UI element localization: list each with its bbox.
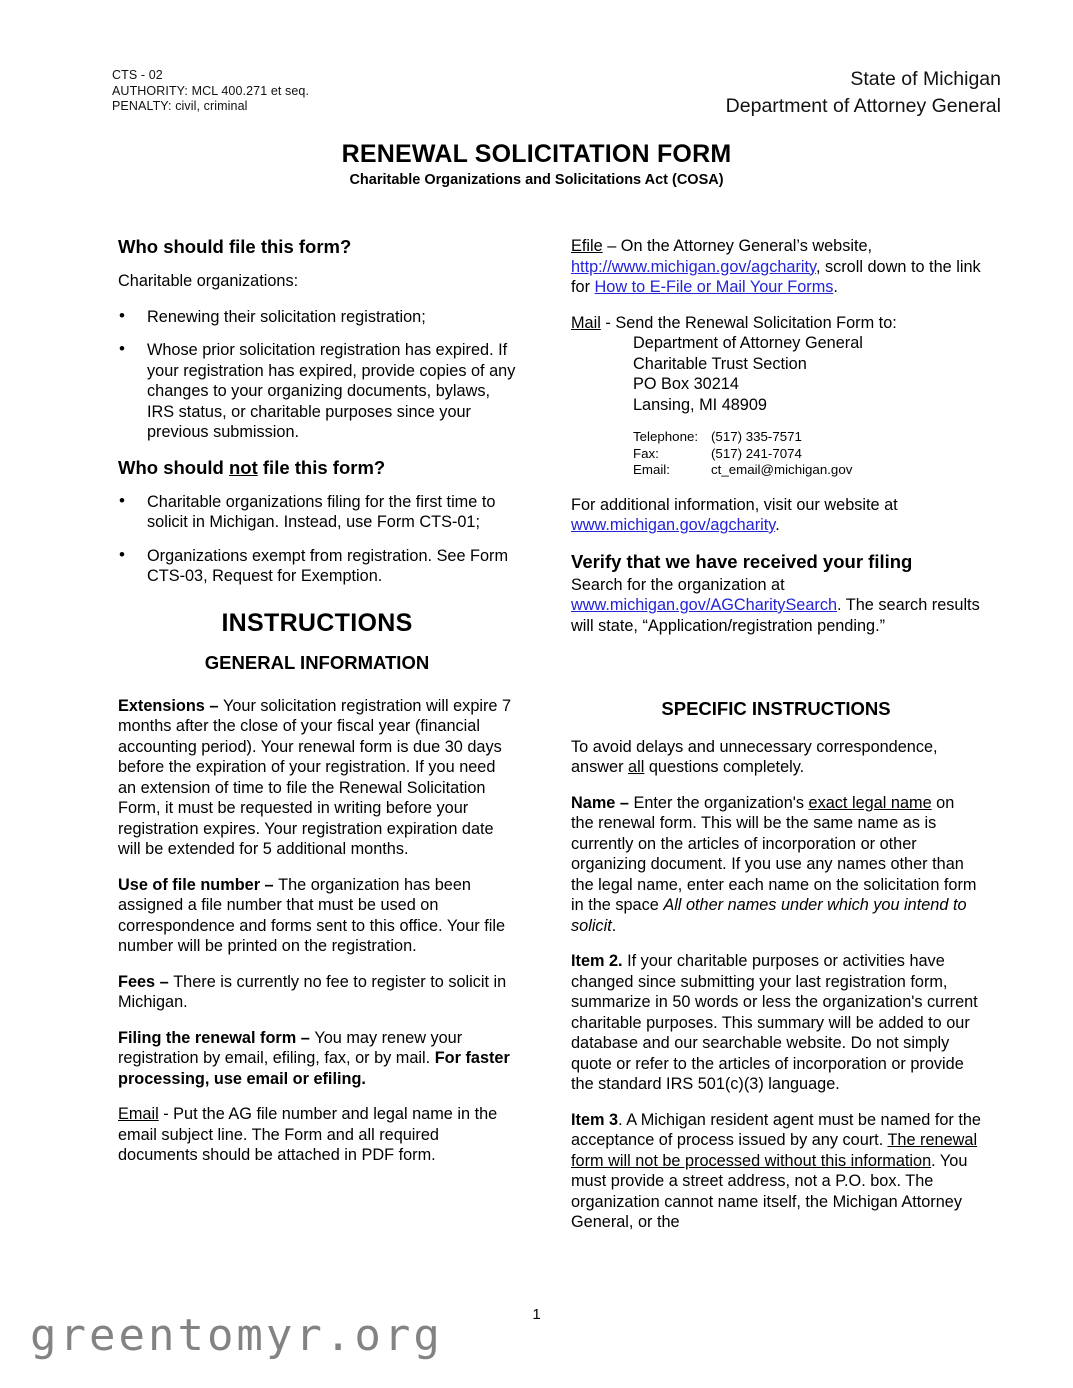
page-number: 1 [532,1306,541,1323]
efile-label: Efile [571,237,603,255]
verify-filing-heading: Verify that we have received your filing [571,550,913,572]
name-text-2: on the renewal form. This will be the same name as is currently on the articles of incorporation or other organizing document. If you use any names other than the legal name, enter each name on the solicitation form in the space [571,793,977,914]
avoid-delays-underline: all [628,758,645,776]
instructions-heading: INSTRUCTIONS [221,608,413,637]
exact-legal-name-underline: exact legal name [808,793,932,812]
contact-value: ct_email@michigan.gov [711,462,853,477]
specific-instructions-heading: SPECIFIC INSTRUCTIONS [661,698,891,719]
verify-text-2: . The search results will state, “Application/registration pending.” [571,596,980,635]
additional-info-text: For additional information, visit our website at [571,495,898,514]
contact-value: (517) 241-7074 [711,445,802,461]
address-line: Charitable Trust Section [633,354,807,373]
agency-block [726,66,1001,120]
list-item: • Whose prior solicitation registration has expired. If your registration has expired, provide copies of any changes to your organizing documents, bylaws, IRS status, or charitable purposes since your previous submission. [118,340,516,443]
mailing-address [571,333,981,415]
all-other-names-italic: All other names under which you intend to solicit [571,896,967,935]
name-text-1: Enter the organization's [633,793,809,812]
item3-underline: The renewal form will not be processed without this information [571,1131,978,1170]
who-should-file-list [118,307,516,443]
page-header [112,68,1001,128]
additional-information-paragraph [571,495,981,536]
address-line: Department of Attorney General [633,334,863,352]
form-metadata [112,68,309,115]
document-title: RENEWAL SOLICITATION FORM [341,140,732,168]
list-item: • Charitable organizations filing for the first time to solicit in Michigan. Instead, use Form CTS-01; [118,492,516,533]
mail-label: Mail [571,313,601,332]
address-line: Lansing, MI 48909 [633,395,767,414]
efile-paragraph [571,236,981,298]
extensions-text: Your solicitation registration will expire 7 months after the close of your fiscal year (financial accounting period). Your renewal form is due 30 days before the expiration of your registration. If you need an extension of time to file the Renewal Solicitation Form, it must be requested in writing before your registration expires. Your registration expiration date will be extended for 5 additional months. [118,696,512,858]
efile-text-2: , scroll down to the link for [571,257,981,296]
heading-part-c: file this form? [257,456,386,478]
list-item: • Organizations exempt from registration. See Form CTS-03, Request for Exemption. [118,546,516,587]
email-text: - Put the AG file number and legal name in the email subject line. The Form and all required documents should be attached in PDF form. [118,1105,498,1164]
list-item: • Renewing their solicitation registration; [118,307,516,328]
contact-details [571,429,981,479]
who-should-not-file-list [118,492,516,587]
item2-label: Item 2. [571,952,628,970]
filing-paragraph [118,1028,516,1090]
mail-paragraph [571,313,981,334]
spacer [571,651,981,657]
general-information-heading: GENERAL INFORMATION [204,652,430,673]
form-penalty: PENALTY: civil, criminal [112,99,248,113]
form-authority: AUTHORITY: MCL 400.271 et seq. [112,83,310,98]
filing-label: Filing the renewal form – [118,1028,315,1047]
contact-row-telephone [633,429,981,446]
contact-row-fax [633,446,981,463]
efile-text-1: – On the Attorney General’s website, [602,237,873,255]
document-subtitle: Charitable Organizations and Solicitations Act (COSA) [349,172,724,188]
agency-state: State of Michigan [850,68,1001,90]
item3-text-1: . A Michigan resident agent must be named for the acceptance of process issued by any court. [571,1110,981,1149]
verify-filing-paragraph [571,575,981,637]
extensions-label: Extensions – [118,696,223,715]
email-paragraph [118,1104,516,1166]
item3-paragraph [571,1110,981,1233]
item2-text: If your charitable purposes or activities have changed since submitting your last registration form, summarize in 50 words or less the organization's current charitable purposes. This summary will be added to our database and our searchable website. Do not simply quote or refer to the articles of incorporation or provide the standard IRS 501(c)(3) language. [571,952,978,1093]
fees-label: Fees – [118,972,174,991]
filing-bold-tail: For faster processing, use email or efiling. [118,1049,510,1088]
who-should-file-lead: Charitable organizations: [118,272,299,290]
name-text-3: . [611,916,617,935]
who-should-file-heading: Who should file this form? [118,236,352,257]
item3-label: Item 3 [571,1110,619,1129]
form-code: CTS - 02 [112,68,163,82]
address-line: PO Box 30214 [633,375,739,393]
file-number-paragraph [118,875,516,957]
watermark: greentomyr.org [30,1310,443,1361]
agcharity-link[interactable]: www.michigan.gov/agcharity [571,516,776,534]
avoid-delays-paragraph [571,737,981,778]
contact-value: (517) 335-7571 [711,429,802,444]
file-number-text: The organization has been assigned a file number that must be used on correspondence and forms sent to this office. Your file number will be printed on the registration. [118,875,506,955]
email-label: Email [118,1105,159,1123]
contact-label: Telephone: [633,429,699,444]
file-number-label: Use of file number – [118,875,279,894]
who-should-not-file-heading [118,457,516,479]
contact-label: Email: [633,462,670,477]
fees-text: There is currently no fee to register to solicit in Michigan. [118,972,507,1011]
efile-website-link[interactable]: http://www.michigan.gov/agcharity [571,257,816,276]
left-column [118,236,516,1181]
name-label: Name – [571,793,634,812]
name-paragraph [571,793,981,937]
avoid-delays-text-1: To avoid delays and unnecessary correspondence, answer [571,737,938,776]
efile-text-3: . [833,278,838,296]
fees-paragraph [118,972,516,1013]
agcharitysearch-link[interactable]: www.michigan.gov/AGCharitySearch [571,596,838,614]
extensions-paragraph [118,696,516,860]
mail-text: - Send the Renewal Solicitation Form to: [600,313,897,332]
agency-department: Department of Attorney General [725,95,1001,117]
verify-text-1: Search for the organization at [571,575,785,594]
heading-part-not: not [228,456,258,478]
additional-info-tail: . [775,516,780,534]
contact-label: Fax: [633,445,659,461]
filing-text: You may renew your registration by email, efiling, fax, or by mail. [118,1028,463,1067]
item2-paragraph [571,951,981,1095]
heading-part-a: Who should [118,456,229,478]
right-column [571,236,981,1248]
item3-text-2: . You must provide a street address, not a P.O. box. The organization cannot name itself, the Michigan Attorney General, or the [571,1151,968,1231]
how-to-efile-link[interactable]: How to E-File or Mail Your Forms [594,278,834,296]
avoid-delays-text-2: questions completely. [644,758,805,776]
contact-row-email [633,462,981,479]
